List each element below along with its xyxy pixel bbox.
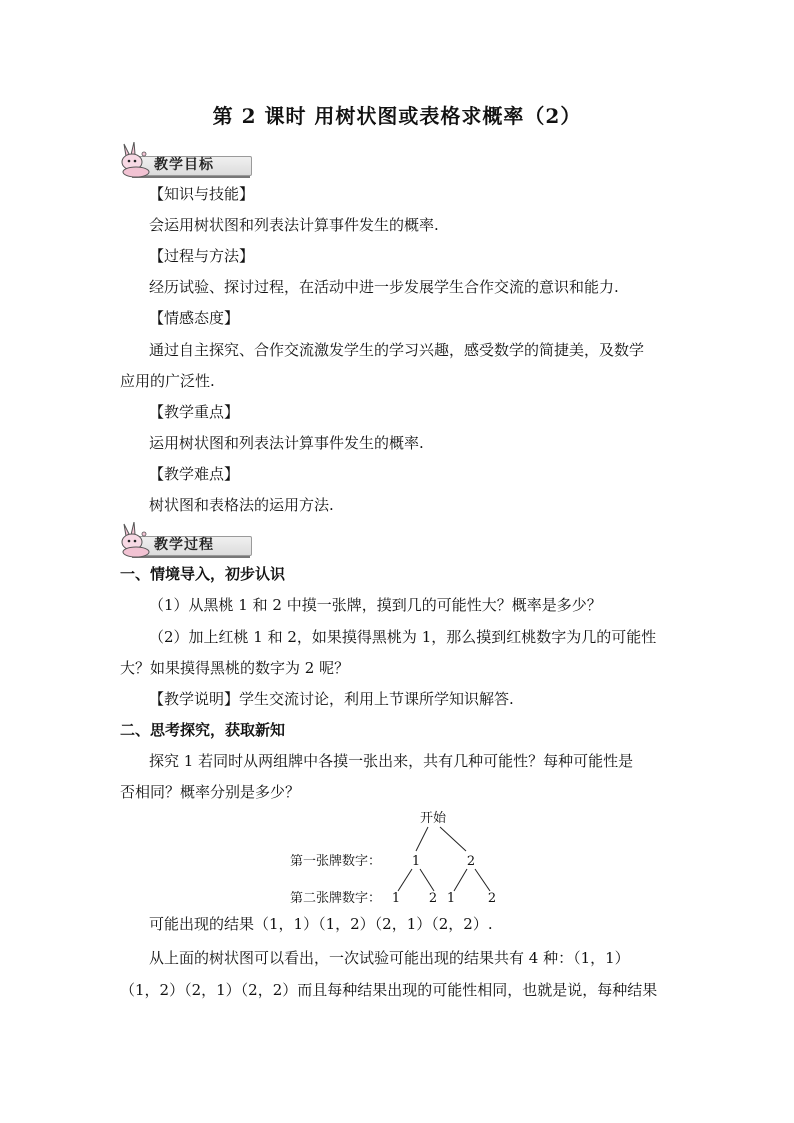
section-2-heading: 二、思考探究，获取新知 [120, 721, 286, 739]
tree-branch [416, 827, 428, 851]
difficulty-heading: 【教学难点】 [149, 465, 240, 483]
conclusion-line-2: （1，2）（2，1）（2，2）而且每种结果出现的可能性相同，也就是说，每种结果 [120, 981, 658, 999]
tree-node-level-2: 1 [446, 891, 456, 905]
teaching-note: 【教学说明】学生交流讨论，利用上节课所学知识解答. [149, 690, 514, 708]
tree-node-level-1: 1 [411, 854, 421, 869]
tree-node-level-2: 1 [391, 891, 401, 905]
process-methods-text: 经历试验、探讨过程，在活动中进一步发展学生合作交流的意识和能力. [149, 278, 619, 296]
tree-level-1-label: 第一张牌数字： [290, 854, 382, 869]
tree-root: 开始 [419, 811, 447, 826]
teaching-process-label: 教学过程 [154, 537, 214, 553]
tree-branch [420, 869, 434, 891]
probability-tree-diagram [290, 805, 520, 905]
conclusion-line-1: 从上面的树状图可以看出，一次试验可能出现的结果共有 4 种：（1，1） [149, 949, 630, 967]
teaching-goals-label: 教学目标 [154, 157, 214, 173]
explore-1-line-1: 探究 1 若同时从两组牌中各摸一张出来，共有几种可能性？每种可能性是 [149, 752, 634, 770]
tree-branch [398, 869, 412, 891]
key-points-heading: 【教学重点】 [149, 403, 240, 421]
attitude-text-line-1: 通过自主探究、合作交流激发学生的学习兴趣，感受数学的简捷美，及数学 [149, 341, 645, 359]
tree-branch [440, 827, 466, 851]
key-points-text: 运用树状图和列表法计算事件发生的概率. [149, 434, 424, 452]
tree-branch [475, 869, 490, 891]
teaching-goals-banner [114, 142, 254, 176]
question-1: （1）从黑桃 1 和 2 中摸一张牌，摸到几的可能性大？概率是多少？ [149, 596, 602, 614]
difficulty-text: 树状图和表格法的运用方法. [149, 496, 334, 514]
rabbit-mascot-icon [114, 142, 154, 178]
knowledge-skills-heading: 【知识与技能】 [149, 185, 255, 203]
teaching-process-banner [114, 522, 254, 556]
rabbit-mascot-icon [114, 522, 154, 558]
possible-results: 可能出现的结果（1，1）（1，2）（2，1）（2，2）. [149, 915, 493, 933]
attitude-heading: 【情感态度】 [149, 309, 240, 327]
tree-node-level-2: 2 [487, 891, 497, 905]
tree-level-2-label: 第二张牌数字： [290, 891, 382, 905]
section-1-heading: 一、情境导入，初步认识 [120, 565, 286, 583]
tree-node-level-2: 2 [428, 891, 438, 905]
explore-1-line-2: 否相同？概率分别是多少？ [120, 783, 301, 801]
attitude-text-line-2: 应用的广泛性. [120, 372, 215, 390]
process-methods-heading: 【过程与方法】 [149, 247, 255, 265]
page-title: 第 2 课时 用树状图或表格求概率（2） [212, 104, 582, 128]
knowledge-skills-text: 会运用树状图和列表法计算事件发生的概率. [149, 216, 439, 234]
tree-node-level-1: 2 [466, 854, 476, 869]
tree-branch [454, 869, 467, 891]
question-2-line-1: （2）加上红桃 1 和 2，如果摸得黑桃为 1，那么摸到红桃数字为几的可能性 [149, 628, 657, 646]
question-2-line-2: 大？如果摸得黑桃的数字为 2 呢？ [120, 659, 350, 677]
